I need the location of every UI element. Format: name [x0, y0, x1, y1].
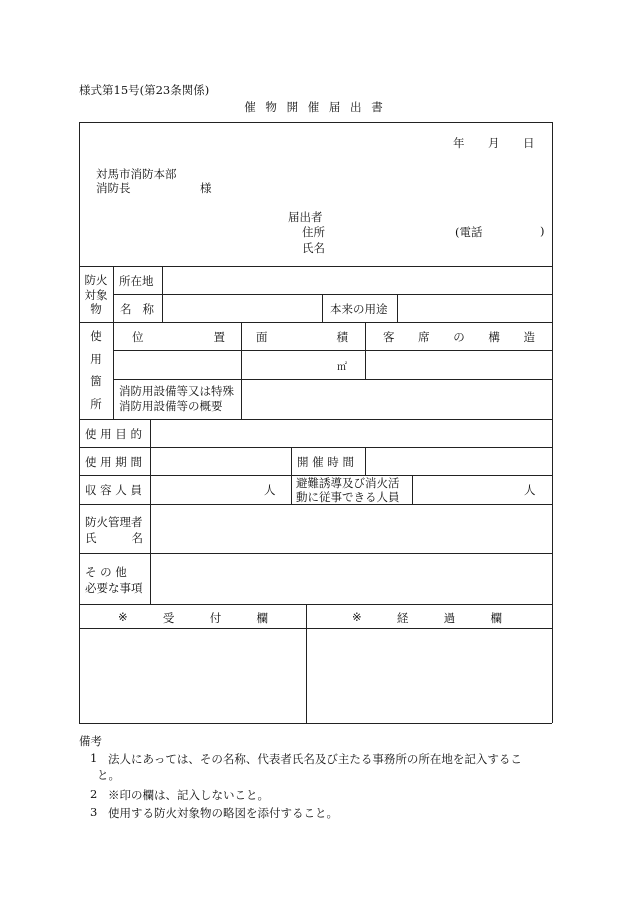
period-label: 使 用 期 間: [85, 455, 142, 469]
applicant-label: 届出者: [288, 210, 323, 224]
fire-manager-name-label: 氏 名: [85, 531, 143, 545]
evacuation-staff-unit: 人: [524, 483, 536, 497]
fire-manager-label: 防火管理者: [85, 515, 143, 529]
fire-object-label: 防火 対象 物: [84, 273, 108, 316]
addressee-chief: 消防長: [96, 181, 131, 195]
seating-structure-header: 客 席 の 構 造: [383, 330, 535, 344]
date-day: 日: [523, 136, 535, 150]
other-label-line2: 必要な事項: [85, 581, 143, 595]
reception-column-header: ※ 受 付 欄: [118, 610, 268, 625]
form-number: 様式第15号(第23条関係): [79, 83, 210, 97]
other-label-line1: そ の 他: [85, 565, 127, 579]
hours-label: 開 催 時 間: [297, 455, 354, 469]
addressee-honorific: 様: [200, 181, 212, 195]
addressee-org: 対馬市消防本部: [96, 167, 177, 181]
applicant-address-label: 住所: [302, 225, 325, 239]
purpose-label: 使 用 目 的: [85, 427, 142, 441]
position-header: 位 置: [132, 330, 225, 344]
date-month: 月: [488, 136, 500, 150]
usage-area-label: 使 用 箇 所: [90, 329, 102, 411]
evacuation-staff-label: 避難誘導及び消火活 動に従事できる人員: [296, 476, 400, 504]
progress-column-header: ※ 経 過 欄: [352, 610, 502, 625]
applicant-phone-close: ): [540, 224, 545, 238]
equipment-label: 消防用設備等又は特殊 消防用設備等の概要: [119, 384, 234, 413]
location-label: 所在地: [119, 274, 154, 288]
area-header: 面 積: [256, 330, 348, 344]
document-title: 催 物 開 催 届 出 書: [244, 100, 386, 114]
applicant-phone-open: (電話: [455, 225, 483, 239]
capacity-label: 収 容 人 員: [85, 483, 142, 497]
capacity-unit: 人: [264, 483, 276, 497]
date-year: 年: [453, 136, 465, 150]
object-name-label: 名 称: [120, 302, 154, 316]
notes-heading: 備考: [79, 734, 102, 748]
applicant-name-label: 氏名: [302, 241, 325, 255]
original-use-label: 本来の用途: [330, 302, 388, 316]
area-unit: ㎡: [337, 362, 347, 373]
